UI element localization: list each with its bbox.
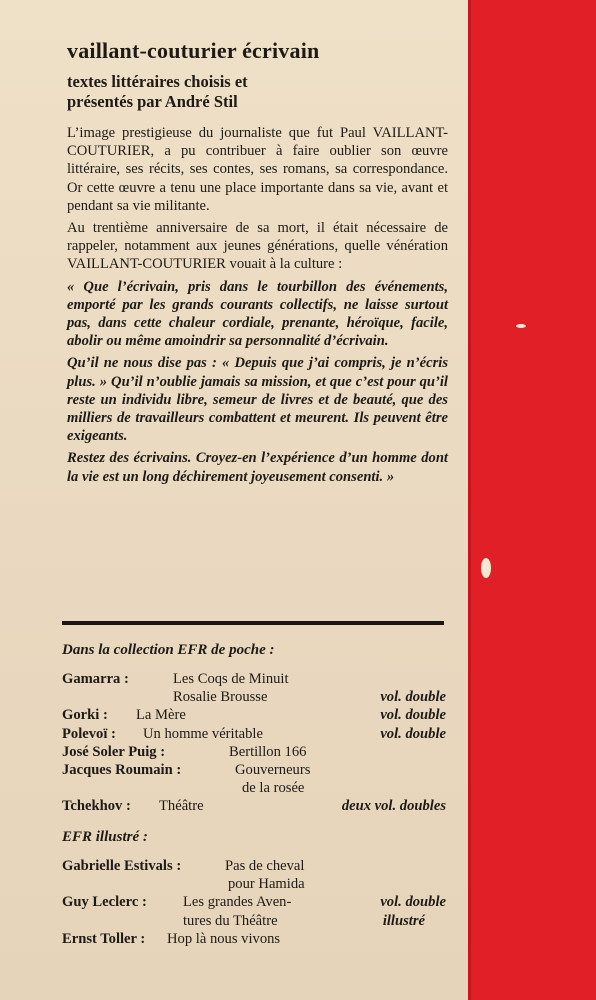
illustre-heading: EFR illustré : (62, 829, 148, 845)
illustre-list (62, 857, 446, 948)
author-name: Gabrielle Estivals : (62, 858, 182, 874)
book-title-item: Les grandes Aven- (183, 894, 292, 911)
collection-heading: Dans la collection EFR de poche : (62, 642, 275, 658)
book-title-item: de la rosée (242, 780, 305, 797)
book-title-item: Pas de cheval (225, 858, 305, 874)
list-item (62, 875, 446, 893)
book-title-item: Théâtre (159, 798, 204, 815)
book-title-item: Les Coqs de Minuit (173, 671, 289, 687)
paper-chip (516, 324, 526, 328)
book-title-item: La Mère (136, 707, 186, 724)
quote-paragraph: Qu’il ne nous dise pas : « Depuis que j’ai compris, je n’écris plus. » Qu’il n’oublie jamais sa mission, et que c’est pour qu’il reste un individu libre, semeur de livres et de beauté, que des milliers de travailleurs combattent et meurent. Ils peuvent être exigeants. (67, 355, 448, 445)
collection-list (62, 670, 446, 816)
book-title-item: Rosalie Brousse (173, 689, 268, 706)
list-item (62, 725, 446, 743)
author-name: José Soler Puig : (62, 743, 166, 760)
book-title-item: pour Hamida (228, 876, 305, 893)
author-name: Polevoï : (62, 725, 116, 742)
book-title-item: tures du Théâtre (183, 912, 278, 929)
blurb-paragraph: L’image prestigieuse du journaliste que fut Paul VAILLANT-COUTURIER, a pu contribuer à faire oublier son œuvre littéraire, ses récits, ses contes, ses romans, sa correspondance. Or cette œuvre a tenu une place importante dans sa vie, avant et pendant sa vie militante. (67, 125, 448, 214)
list-item (62, 930, 446, 948)
book-title: vaillant-couturier écrivain (67, 38, 320, 63)
book-title-item: Hop là nous vivons (167, 930, 281, 947)
quote-paragraph: « Que l’écrivain, pris dans le tourbillon des événements, emporté par les grands courants collectifs, ne laisse surtout pas, dans cette chaleur cordiale, prenante, héroïque, facile, abolir ou même amoindrir sa personnalité d’écrivain. (67, 278, 448, 350)
blurb-paragraph: Au trentième anniversaire de sa mort, il était nécessaire de rappeler, notamment aux jeunes générations, quelle vénération VAILLANT-COUTURIER vouait à la culture : (67, 220, 448, 273)
volume-note: vol. double (380, 725, 446, 742)
volume-note: deux vol. doubles (341, 798, 446, 815)
author-name: Jacques Roumain : (62, 761, 182, 778)
author-name: Ernst Toller : (62, 930, 146, 947)
list-item (62, 912, 446, 930)
red-side-band (468, 0, 596, 1000)
subtitle-line: textes littéraires choisis et (67, 72, 248, 91)
book-title-item: Gouverneurs (235, 761, 311, 778)
list-item (62, 761, 446, 779)
list-item (62, 743, 446, 761)
author-name: Gamarra : (62, 671, 129, 687)
volume-note: illustré (382, 912, 425, 929)
paper-chip (481, 558, 491, 578)
list-item (62, 893, 446, 911)
subtitle-line: présentés par André Stil (67, 92, 238, 111)
volume-note: vol. double (380, 689, 446, 706)
author-name: Gorki : (62, 707, 108, 724)
list-item (62, 706, 446, 724)
list-item (62, 688, 446, 706)
book-title-item: Un homme véritable (143, 725, 263, 742)
volume-note: vol. double (380, 707, 446, 724)
volume-note: vol. double (380, 894, 446, 911)
blurb-text (67, 124, 448, 490)
book-subtitle (67, 72, 447, 112)
book-title-item: Bertillon 166 (229, 743, 307, 760)
list-item (62, 670, 446, 688)
list-item (62, 797, 446, 815)
list-item (62, 857, 446, 875)
section-divider (62, 621, 444, 625)
author-name: Guy Leclerc : (62, 894, 147, 911)
list-item (62, 779, 446, 797)
quote-paragraph: Restez des écrivains. Croyez-en l’expérience d’un homme dont la vie est un long déchirement joyeusement consenti. » (67, 450, 448, 485)
author-name: Tchekhov : (62, 798, 131, 815)
